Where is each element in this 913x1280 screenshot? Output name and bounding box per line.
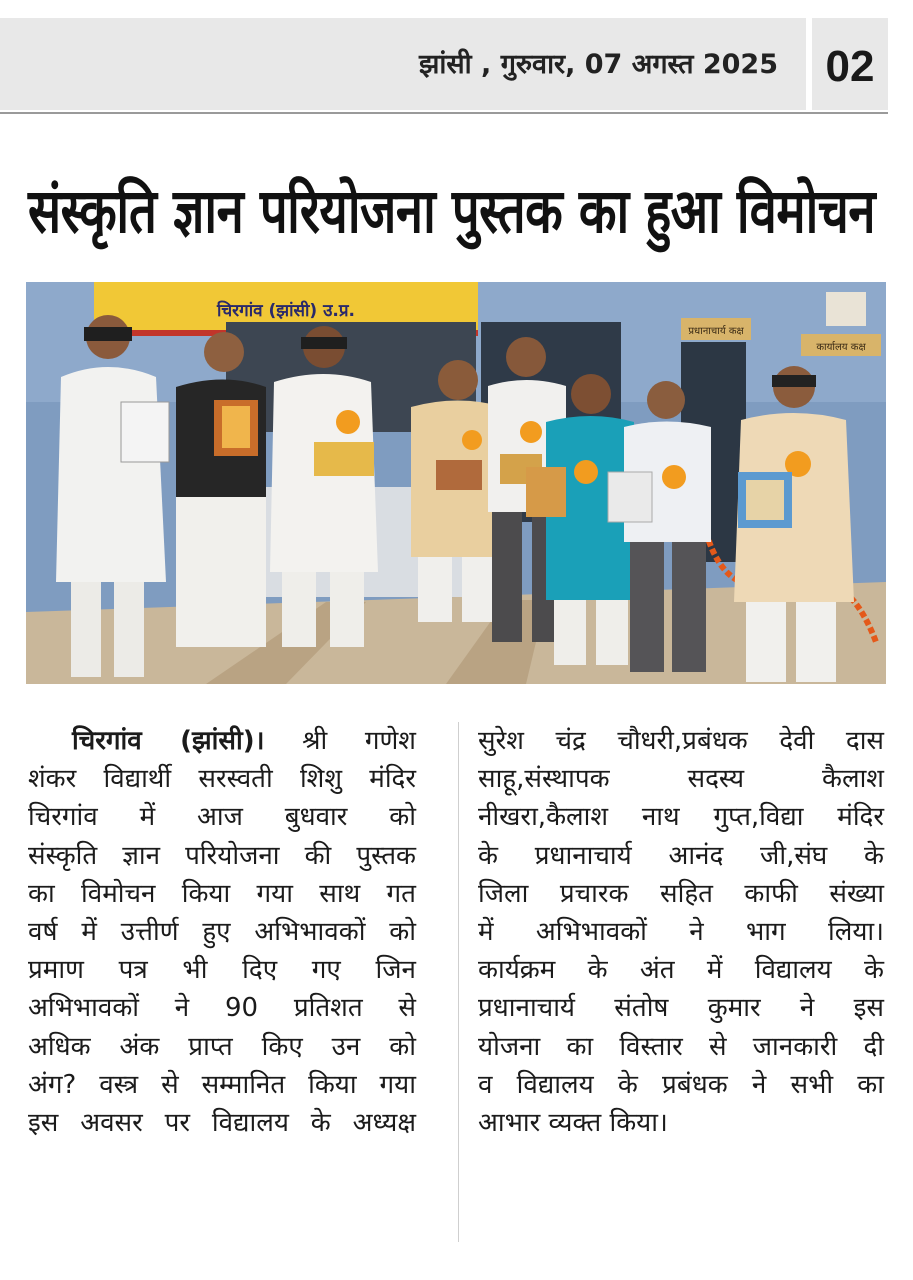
body-line: साहू,संस्थापक सदस्य कैलाश — [478, 764, 884, 795]
headline: संस्कृति ज्ञान परियोजना पुस्तक का हुआ विमोचन — [28, 175, 876, 247]
body-line: वर्ष में उत्तीर्ण हुए अभिभावकों को — [28, 917, 416, 948]
article-column-right — [478, 722, 884, 1142]
page-number: 02 — [825, 42, 875, 91]
sign-right: कार्यालय कक्ष — [816, 342, 866, 353]
page-number-box — [812, 18, 888, 110]
body-line: का विमोचन किया गया साथ गत — [28, 878, 416, 909]
body-line: कार्यक्रम के अंत में विद्यालय के — [478, 955, 884, 986]
body-text: श्री गणेश — [302, 726, 416, 756]
body-line: चिरगांव में आज बुधवार को — [28, 802, 416, 833]
banner-text: चिरगांव (झांसी) उ.प्र. — [216, 301, 356, 321]
body-line: अधिक अंक प्राप्त किए उन को — [28, 1031, 416, 1062]
body-line: नीखरा,कैलाश नाथ गुप्त,विद्या मंदिर — [478, 802, 884, 833]
body-line: प्रधानाचार्य संतोष कुमार ने इस — [478, 993, 884, 1024]
header-rule — [0, 112, 888, 114]
body-line: सुरेश चंद्र चौधरी,प्रबंधक देवी दास — [478, 726, 884, 756]
body-line: इस अवसर पर विद्यालय के अध्यक्ष — [28, 1108, 416, 1139]
body-line: अंग? वस्त्र से सम्मानित किया गया — [28, 1069, 416, 1100]
body-line: संस्कृति ज्ञान परियोजना की पुस्तक — [28, 840, 416, 871]
header-date: झांसी , गुरुवार, 07 अगस्त 2025 — [419, 49, 778, 80]
body-line: अभिभावकों ने 90 प्रतिशत से — [28, 993, 416, 1024]
news-photo — [26, 282, 886, 684]
sign-left: प्रधानाचार्य कक्ष — [688, 326, 744, 337]
article-column-left — [28, 722, 416, 1142]
body-line: जिला प्रचारक सहित काफी संख्या — [478, 878, 884, 909]
body-line — [28, 722, 416, 760]
dateline: चिरगांव (झांसी)। — [72, 726, 265, 756]
body-line: में अभिभावकों ने भाग लिया। — [478, 917, 884, 948]
column-divider — [458, 722, 459, 1242]
body-line: आभार व्यक्त किया। — [478, 1108, 668, 1139]
body-line: प्रमाण पत्र भी दिए गए जिन — [28, 955, 416, 986]
body-line: शंकर विद्यार्थी सरस्वती शिशु मंदिर — [28, 764, 416, 795]
body-line: के प्रधानाचार्य आनंद जी,संघ के — [478, 840, 884, 871]
photo-illustration — [26, 282, 886, 684]
body-line: व विद्यालय के प्रबंधक ने सभी का — [478, 1069, 884, 1100]
body-line: योजना का विस्तार से जानकारी दी — [478, 1031, 884, 1062]
